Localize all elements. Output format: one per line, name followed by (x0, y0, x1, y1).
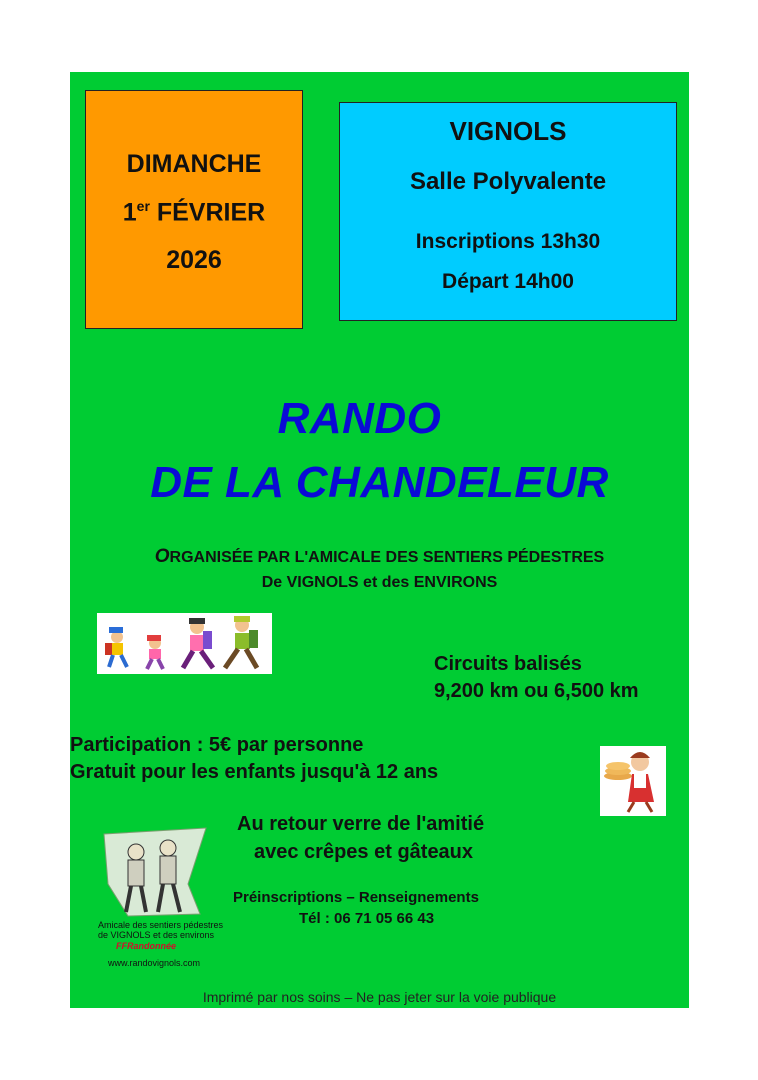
date-year: 2026 (166, 246, 222, 274)
departure-time: Départ 14h00 (442, 270, 574, 293)
date-superscript: er (136, 198, 150, 214)
club-logo (98, 824, 224, 970)
organizer-first-letter: O (154, 546, 170, 567)
club-logo-illustration (98, 824, 210, 924)
place-box (339, 102, 677, 321)
contact-phone: Tél : 06 71 05 66 43 (299, 910, 435, 927)
registration-time: Inscriptions 13h30 (415, 230, 601, 253)
hikers-image (97, 613, 272, 674)
date-number: 1 (122, 198, 137, 227)
place-hall: Salle Polyvalente (409, 168, 607, 195)
crepe-girl-illustration (600, 746, 666, 816)
circuits-distances: 9,200 km ou 6,500 km (434, 680, 639, 702)
logo-brand: FFRandonnée (116, 941, 176, 951)
participation-children: Gratuit pour les enfants jusqu'à 12 ans (70, 761, 439, 783)
organizer-line-2: De VIGNOLS et des ENVIRONS (261, 574, 498, 591)
date-day: DIMANCHE (126, 150, 262, 178)
date-month: FÉVRIER (156, 198, 266, 227)
date-box (85, 90, 303, 329)
circuits-label: Circuits balisés (434, 653, 582, 675)
organizer-line-1-rest: RGANISÉE PAR L'AMICALE DES SENTIERS PÉDESTRES (169, 549, 605, 566)
title-line-2: DE LA CHANDELEUR (150, 458, 609, 507)
return-line-2: avec crêpes et gâteaux (254, 841, 474, 863)
organizer-line-1 (70, 546, 689, 568)
footer-note: Imprimé par nos soins – Ne pas jeter sur la voie publique (202, 989, 557, 1005)
return-line-1: Au retour verre de l'amitié (237, 813, 485, 835)
contact-label: Préinscriptions – Renseignements (233, 889, 479, 906)
title-line-1: RANDO (277, 394, 442, 443)
poster (70, 72, 689, 1008)
logo-line-1: Amicale des sentiers pédestres (98, 920, 224, 930)
date-day-month (86, 198, 302, 227)
hikers-illustration (97, 613, 272, 674)
logo-url: www.randovignols.com (107, 958, 201, 968)
place-town: VIGNOLS (449, 116, 567, 146)
logo-line-2: de VIGNOLS et des environs (98, 930, 215, 940)
participation-price: Participation : 5€ par personne (70, 734, 364, 756)
crepe-girl-image (600, 746, 666, 816)
